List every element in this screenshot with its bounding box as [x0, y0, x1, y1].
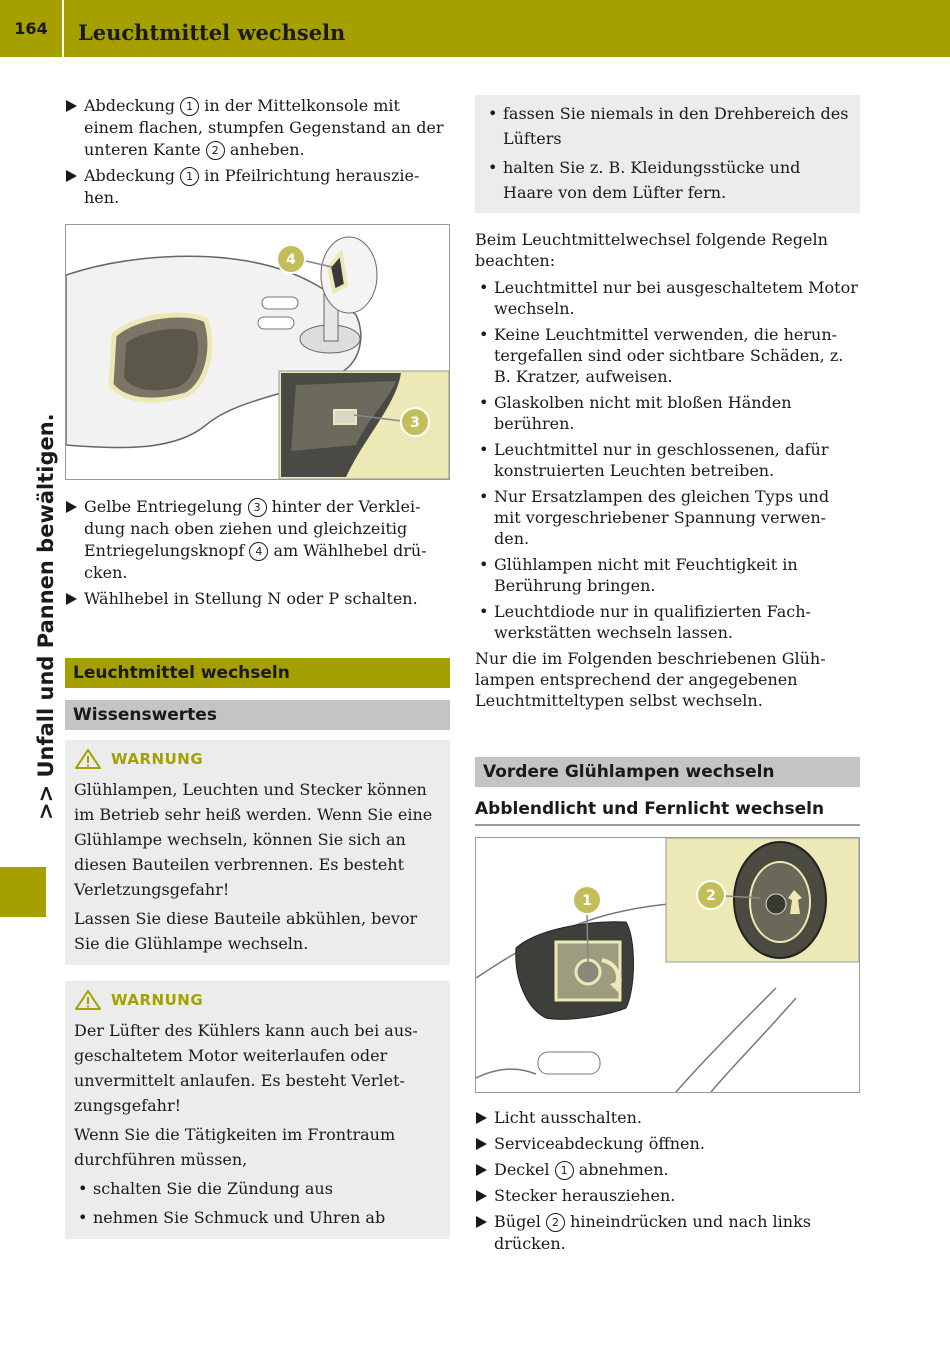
- callout-number: 1: [180, 167, 199, 186]
- instruction-step: Serviceabdeckung öffnen.: [475, 1133, 860, 1155]
- callout-number: 1: [180, 97, 199, 116]
- headlamp-figure: [475, 837, 860, 1093]
- step-arrow-icon: [66, 170, 77, 182]
- section-heading: Vordere Glühlampen wechseln: [475, 757, 860, 787]
- warning-label: WARNUNG: [111, 750, 204, 768]
- warning-text: Der Lüfter des Kühlers kann auch bei aus-geschaltetem Motor weiterlaufen oder unvermittelt anlaufen. Es besteht Verlet-zungsgefahr!: [74, 1021, 418, 1115]
- page-header: [0, 0, 950, 57]
- step-arrow-icon: [476, 1164, 487, 1176]
- subsection-heading: Wissenswertes: [65, 700, 450, 730]
- right-column: [475, 95, 860, 1259]
- instruction-step: Licht ausschalten.: [475, 1107, 860, 1129]
- warning-triangle-icon: [74, 748, 102, 770]
- warning-bullet: • schalten Sie die Zündung aus: [74, 1176, 441, 1201]
- instruction-step: Abdeckung 1 in Pfeilrichtung herauszie-hen.: [65, 165, 450, 209]
- warning-bullet: • fassen Sie niemals in den Drehbereich des Lüfters: [484, 101, 851, 151]
- callout-number: 2: [206, 141, 225, 160]
- warning-bullet: • halten Sie z. B. Kleidungsstücke und Haare von dem Lüfter fern.: [484, 155, 851, 205]
- step-arrow-icon: [476, 1138, 487, 1150]
- header-divider: [62, 0, 64, 57]
- figure-callout: 3: [410, 415, 420, 431]
- step-arrow-icon: [66, 100, 77, 112]
- rule-item: • Leuchtmittel nur bei ausgeschaltetem Motor wechseln.: [475, 277, 860, 319]
- warning-text: Lassen Sie diese Bauteile abkühlen, bevor Sie die Glühlampe wechseln.: [74, 909, 418, 953]
- page-title: Leuchtmittel wechseln: [78, 20, 346, 45]
- instruction-step: Abdeckung 1 in der Mittelkonsole mit einem flachen, stumpfen Gegenstand an der unteren Kante 2 anheben.: [65, 95, 450, 161]
- step-arrow-icon: [66, 593, 77, 605]
- callout-number: 1: [555, 1161, 574, 1180]
- section-heading: Leuchtmittel wechseln: [65, 658, 450, 690]
- chapter-tab-marker: [0, 867, 46, 917]
- subsection-heading: Abblendlicht und Fernlicht wechseln: [475, 799, 860, 826]
- callout-number: 2: [546, 1213, 565, 1232]
- rule-item: • Keine Leuchtmittel verwenden, die herun-tergefallen sind oder sichtbare Schäden, z. B. Kratzer, aufweisen.: [475, 324, 860, 387]
- warning-continuation-box: [475, 95, 860, 213]
- closing-paragraph: Nur die im Folgenden beschriebenen Glüh-lampen entsprechend der angegebenen Leuchtmitteltypen selbst wechseln.: [475, 649, 826, 710]
- step-arrow-icon: [476, 1190, 487, 1202]
- figure-callout: 1: [582, 893, 592, 909]
- instruction-step: Stecker herausziehen.: [475, 1185, 860, 1207]
- warning-triangle-icon: [74, 989, 102, 1011]
- warning-box: [65, 981, 450, 1239]
- page-number: 164: [14, 19, 48, 38]
- rule-item: • Nur Ersatzlampen des gleichen Typs und mit vorgeschriebener Spannung verwen-den.: [475, 486, 860, 549]
- warning-bullet: • nehmen Sie Schmuck und Uhren ab: [74, 1205, 441, 1230]
- rule-item: • Glühlampen nicht mit Feuchtigkeit in Berührung bringen.: [475, 554, 860, 596]
- chapter-tab-label: >> Unfall und Pannen bewältigen.: [34, 413, 58, 820]
- step-arrow-icon: [476, 1216, 487, 1228]
- rule-item: • Leuchtdiode nur in qualifizierten Fach-werkstätten wechseln lassen.: [475, 601, 860, 643]
- instruction-step: Wählhebel in Stellung N oder P schalten.: [65, 588, 450, 610]
- rule-item: • Glaskolben nicht mit bloßen Händen berühren.: [475, 392, 860, 434]
- step-arrow-icon: [476, 1112, 487, 1124]
- gear-selector-figure: [65, 224, 450, 480]
- step-arrow-icon: [66, 501, 77, 513]
- callout-number: 3: [248, 498, 267, 517]
- warning-text: Glühlampen, Leuchten und Stecker können im Betrieb sehr heiß werden. Wenn Sie eine Glühlampe wechseln, können Sie sich an diesen Bauteilen verbrennen. Es besteht Verletzungsgefahr!: [74, 780, 433, 899]
- rules-intro: Beim Leuchtmittelwechsel folgende Regeln beachten:: [475, 230, 828, 270]
- left-column: [65, 95, 450, 1239]
- figure-callout: 4: [286, 252, 296, 268]
- instruction-step: Bügel 2 hineindrücken und nach links drücken.: [475, 1211, 860, 1255]
- figure-callout: 2: [706, 888, 716, 904]
- callout-number: 4: [249, 542, 268, 561]
- instruction-step: Gelbe Entriegelung 3 hinter der Verklei-dung nach oben ziehen und gleichzeitig Entriegelungsknopf 4 am Wählhebel drü-cken.: [65, 496, 450, 584]
- warning-text: Wenn Sie die Tätigkeiten im Frontraum durchführen müssen,: [74, 1125, 396, 1169]
- warning-label: WARNUNG: [111, 991, 204, 1009]
- instruction-step: Deckel 1 abnehmen.: [475, 1159, 860, 1181]
- rule-item: • Leuchtmittel nur in geschlossenen, dafür konstruierten Leuchten betreiben.: [475, 439, 860, 481]
- warning-box: [65, 740, 450, 965]
